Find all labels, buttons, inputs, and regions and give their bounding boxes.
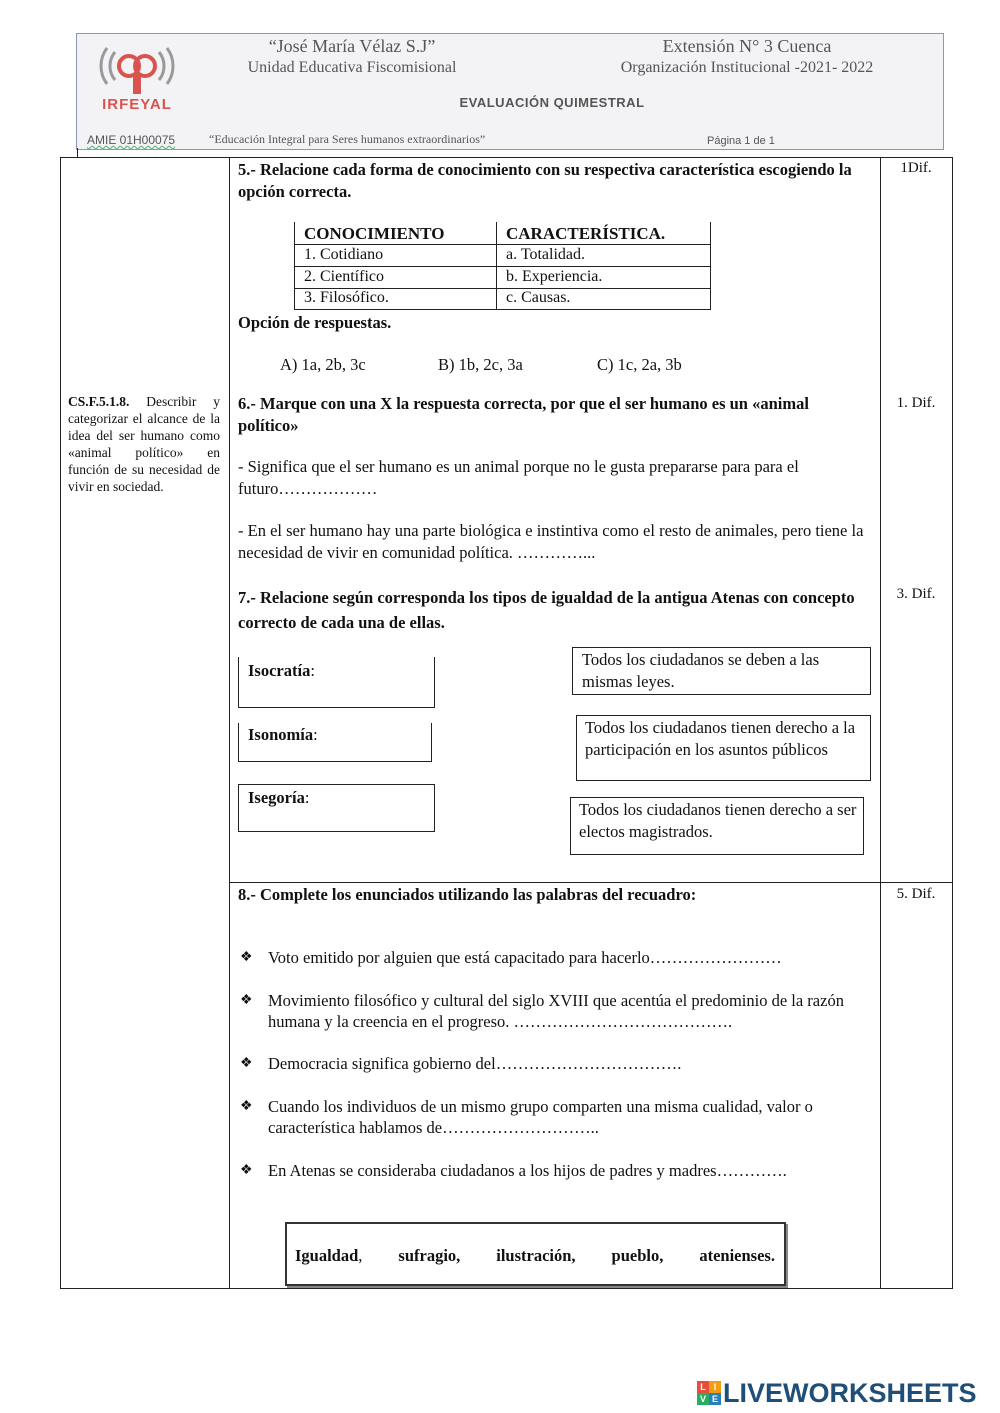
bullet-icon: ❖ [240,1099,253,1114]
term-colon: : [313,725,318,744]
logo-text: IRFEYAL [102,96,172,113]
term-colon: : [304,788,310,807]
organization: Organización Institucional -2021- 2022 [620,59,874,76]
term-box-isocratia[interactable] [238,657,435,708]
table-bottom-border [60,1288,953,1289]
skill-code: CS.F.5.1.8. [68,394,130,409]
kt-border [294,244,711,245]
term-label: Isonomía [248,725,314,744]
word-bank-item: atenienses. [699,1246,775,1265]
table-right-border [952,157,953,1289]
q5-options-label: Opción de respuestas. [238,313,392,332]
liveworksheets-text: LIVEWORKSHEETS [723,1378,977,1408]
q8-title: 8.- Complete los enunciados utilizando las palabras del recuadro: [238,885,697,904]
table-left-border [60,157,61,1289]
term-label: Isocratía [248,661,311,680]
q5-option-b[interactable]: B) 1b, 2c, 3a [438,355,523,374]
word-bank [285,1222,786,1286]
kt-header: CARACTERÍSTICA. [506,224,666,243]
bullet-icon: ❖ [240,950,253,965]
q6-difficulty: 1. Dif. [896,395,936,411]
amie-code: AMIE 01H00075 [87,133,176,147]
table-col-divider-2 [880,157,881,1289]
term-box-isegoria[interactable] [238,784,435,832]
term-box-isonomia[interactable] [238,723,432,762]
word-bank-item: Igualdad, [295,1246,363,1265]
q7-difficulty: 3. Dif. [896,586,936,602]
table-row-divider [229,882,953,883]
q8-difficulty: 5. Dif. [896,886,936,902]
q6-title: 6.- Marque con una X la respuesta correcta, por que el ser humano es un «animal político» [238,394,809,435]
q8-item-5[interactable]: En Atenas se consideraba ciudadanos a los hijos de padres y madres…………. [268,1161,787,1180]
table-top-border [60,157,953,158]
q8-item-3[interactable]: Democracia significa gobierno del……………………………. [268,1054,682,1073]
kt-cell: b. Experiencia. [506,268,603,285]
definition-text: Todos los ciudadanos tienen derecho a la participación en los asuntos públicos [585,718,856,759]
kt-cell: 3. Filosófico. [304,289,389,306]
q5-option-c[interactable]: C) 1c, 2a, 3b [597,355,682,374]
skill-text: Describir y categorizar el alcance de la idea del ser humano como «animal político» en función de su necesidad de vivir en sociedad. [68,394,220,494]
definition-box-3[interactable] [570,797,864,855]
kt-cell: c. Causas. [506,289,571,306]
liveworksheets-watermark [697,1378,992,1408]
word-bank-item: sufragio, [398,1246,461,1265]
bullet-icon: ❖ [240,993,253,1008]
word-bank-item: ilustración, [496,1246,576,1265]
definition-text: Todos los ciudadanos tienen derecho a ser electos magistrados. [579,800,857,841]
term-label: Isegoría [248,788,305,807]
school-type: Unidad Educativa Fiscomisional [247,59,457,76]
q7-title: 7.- Relacione según corresponda los tipos de igualdad de la antigua Atenas con concepto correcto de cada una de ellas. [238,588,855,632]
kt-cell: 1. Cotidiano [304,246,384,263]
motto: “Educación Integral para Seres humanos extraordinarios” [209,132,486,146]
definition-box-1[interactable] [572,647,871,695]
kt-cell: 2. Científico [304,268,384,285]
irfeyal-logo-icon [89,40,185,98]
q6-answer-2[interactable]: - En el ser humano hay una parte biológica e instintiva como el resto de animales, pero tiene la necesidad de vivir en comunidad política. …………... [238,521,864,562]
term-colon: : [310,661,315,680]
word-bank-item: pueblo, [611,1246,664,1265]
kt-border [294,266,711,267]
exam-title: EVALUACIÓN QUIMESTRAL [459,95,645,110]
page-header [76,33,944,150]
q8-item-4[interactable]: Cuando los individuos de un mismo grupo comparten una misma cualidad, valor o característica hablamos de……………………….. [268,1097,813,1137]
knowledge-table [294,222,711,310]
bullet-icon: ❖ [240,1056,253,1071]
kt-border [294,309,711,310]
q8-item-1[interactable]: Voto emitido por alguien que está capacitado para hacerlo…………………… [268,948,782,967]
extension: Extensión N° 3 Cuenca [662,36,832,56]
school-name: “José María Vélaz S.J” [268,36,436,56]
q5-option-a[interactable]: A) 1a, 2b, 3c [280,355,366,374]
q5-title: 5.- Relacione cada forma de conocimiento con su respectiva característica escogiendo la opción correcta. [238,160,852,201]
q6-answer-1[interactable]: - Significa que el ser humano es un animal porque no le gusta prepararse para para el futuro……………… [238,457,799,498]
definition-text: Todos los ciudadanos se deben a las mismas leyes. [582,650,820,691]
bullet-icon: ❖ [240,1163,253,1178]
kt-cell: a. Totalidad. [506,246,586,263]
table-col-divider-1 [229,157,230,1289]
liveworksheets-badge-icon: L I V E [697,1381,721,1405]
skill-description [68,393,220,495]
definition-box-2[interactable] [576,715,871,781]
q8-item-2[interactable]: Movimiento filosófico y cultural del siglo XVIII que acentúa el predominio de la razón humana y la creencia en el progreso. …………………………………. [268,991,844,1031]
kt-header: CONOCIMIENTO [304,224,445,243]
q5-difficulty: 1Dif. [900,160,932,176]
page-number: Página 1 de 1 [707,135,775,147]
